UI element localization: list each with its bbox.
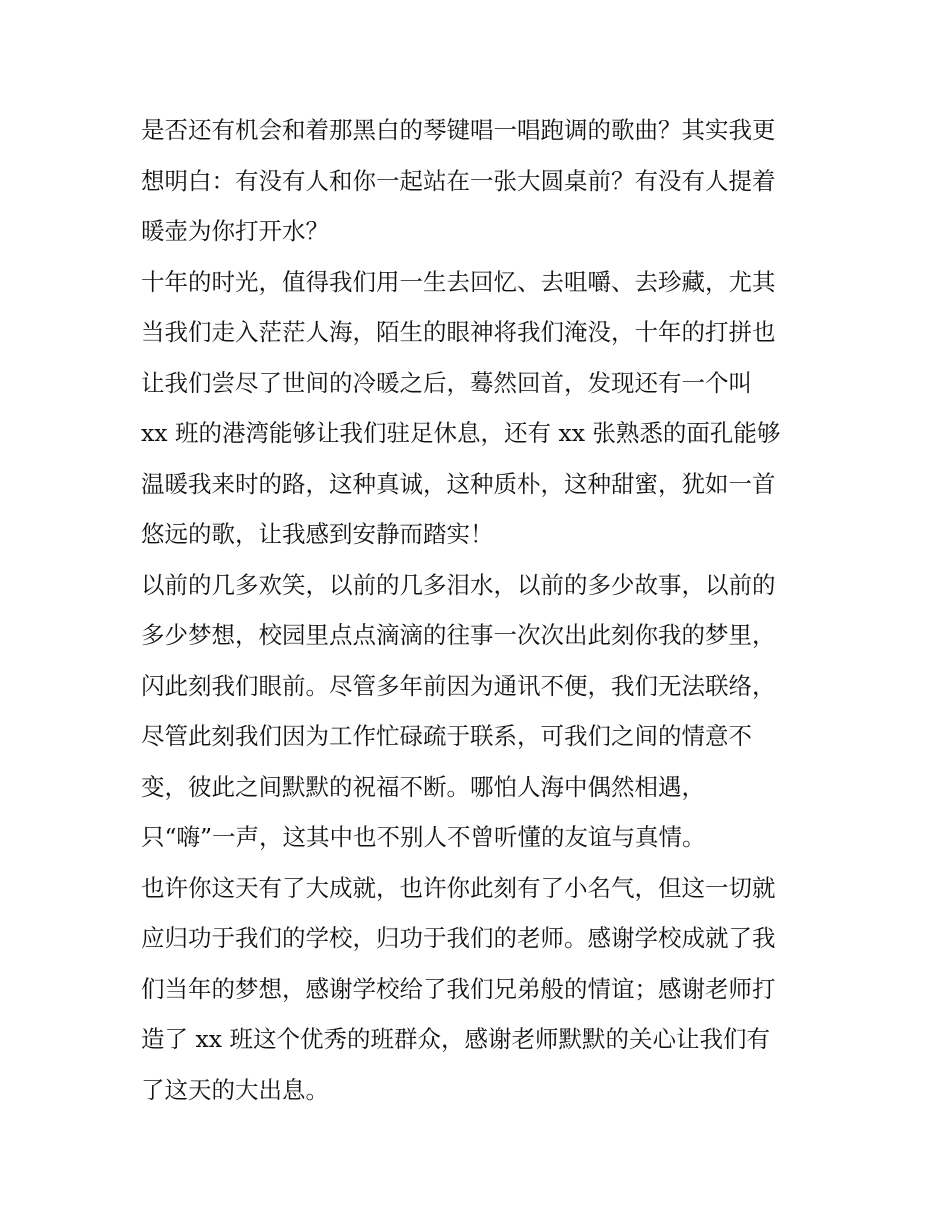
text-line-14: 变，彼此之间默默的祝福不断。哪怕人海中偶然相遇， bbox=[141, 773, 705, 801]
text-line-17: 应归功于我们的学校，归功于我们的老师。感谢学校成就了我 bbox=[141, 924, 776, 952]
text-line-1: 是否还有机会和着那黑白的琴键唱一唱跑调的歌曲？其实我更 bbox=[141, 116, 776, 144]
text-line-20: 了这天的大出息。 bbox=[141, 1076, 329, 1104]
text-line-12: 闪此刻我们眼前。尽管多年前因为通讯不便，我们无法联络， bbox=[141, 672, 776, 700]
text-line-5: 当我们走入茫茫人海，陌生的眼神将我们淹没，十年的打拼也 bbox=[141, 318, 776, 346]
text-line-15: 只“嗨”一声，这其中也不别人不曾听懂的友谊与真情。 bbox=[141, 823, 706, 851]
text-line-9: 悠远的歌，让我感到安静而踏实！ bbox=[141, 520, 494, 548]
text-line-3: 暖壶为你打开水？ bbox=[141, 217, 329, 245]
text-line-4: 十年的时光，值得我们用一生去回忆、去咀嚼、去珍藏，尤其 bbox=[141, 268, 776, 296]
text-line-16: 也许你这天有了大成就，也许你此刻有了小名气，但这一切就 bbox=[141, 874, 776, 902]
text-line-19: 造了 xx 班这个优秀的班群众，感谢老师默默的关心让我们有 bbox=[141, 1025, 770, 1053]
text-line-2: 想明白：有没有人和你一起站在一张大圆桌前？有没有人提着 bbox=[141, 167, 776, 195]
text-line-8: 温暖我来时的路，这种真诚，这种质朴，这种甜蜜，犹如一首 bbox=[141, 470, 776, 498]
text-line-6: 让我们尝尽了世间的冷暖之后，蓦然回首，发现还有一个叫 bbox=[141, 369, 752, 397]
text-line-7: xx 班的港湾能够让我们驻足休息，还有 xx 张熟悉的面孔能够 bbox=[141, 419, 781, 447]
text-line-18: 们当年的梦想，感谢学校给了我们兄弟般的情谊；感谢老师打 bbox=[141, 975, 776, 1003]
text-line-11: 多少梦想，校园里点点滴滴的往事一次次出此刻你我的梦里， bbox=[141, 621, 776, 649]
text-line-10: 以前的几多欢笑，以前的几多泪水，以前的多少故事，以前的 bbox=[141, 571, 776, 599]
text-line-13: 尽管此刻我们因为工作忙碌疏于联系，可我们之间的情意不 bbox=[141, 722, 752, 750]
